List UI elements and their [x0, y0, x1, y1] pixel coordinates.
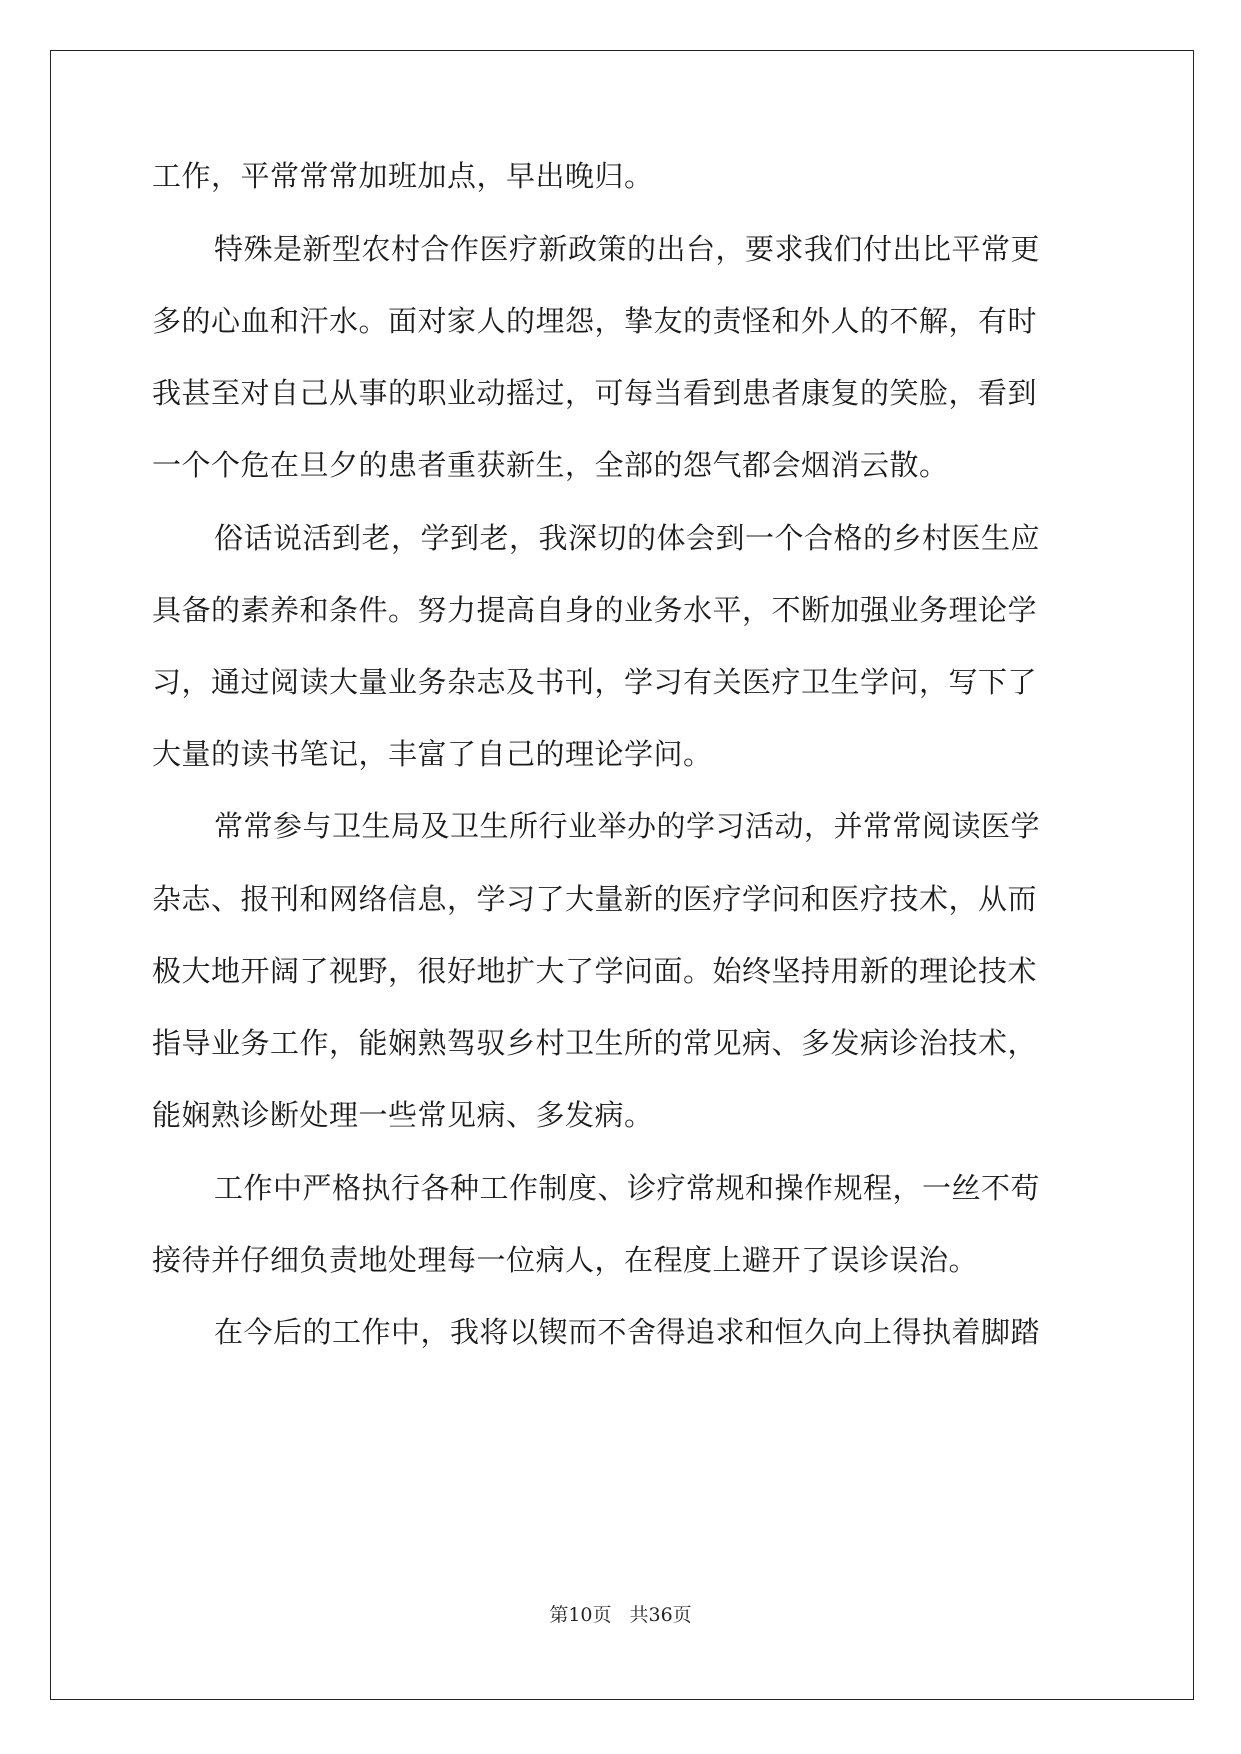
text-line: 能娴熟诊断处理一些常见病、多发病。: [152, 1098, 654, 1132]
page-border: [50, 50, 1194, 1700]
page-footer: [0, 1602, 1241, 1628]
text-line: 极大地开阔了视野，很好地扩大了学问面。始终坚持用新的理论技术: [152, 954, 1038, 988]
paragraph-start-line: 特殊是新型农村合作医疗新政策的出台，要求我们付出比平常更: [214, 232, 1041, 266]
text-line: 大量的读书笔记，丰富了自己的理论学问。: [152, 737, 713, 771]
text-line: 指导业务工作，能娴熟驾驭乡村卫生所的常见病、多发病诊治技术，: [152, 1026, 1038, 1060]
text-line: 一个个危在旦夕的患者重获新生，全部的怨气都会烟消云散。: [152, 448, 949, 482]
text-line: 习，通过阅读大量业务杂志及书刊，学习有关医疗卫生学问，写下了: [152, 665, 1038, 699]
page-number: 第10页: [549, 1604, 612, 1626]
text-line: 我甚至对自己从事的职业动摇过，可每当看到患者康复的笑脸，看到: [152, 376, 1038, 410]
text-line: 多的心血和汗水。面对家人的埋怨，挚友的责怪和外人的不解，有时: [152, 304, 1038, 338]
paragraph-start-line: 工作中严格执行各种工作制度、诊疗常规和操作规程，一丝不苟: [214, 1171, 1041, 1205]
text-line: 工作，平常常常加班加点，早出晚归。: [152, 159, 654, 193]
paragraph-start-line: 常常参与卫生局及卫生所行业举办的学习活动，并常常阅读医学: [214, 809, 1041, 843]
paragraph-start-line: 在今后的工作中，我将以锲而不舍得追求和恒久向上得执着脚踏: [214, 1315, 1041, 1349]
paragraph-start-line: 俗话说活到老，学到老，我深切的体会到一个合格的乡村医生应: [214, 521, 1041, 555]
text-line: 具备的素养和条件。努力提高自身的业务水平，不断加强业务理论学: [152, 593, 1038, 627]
page-total: 共36页: [629, 1604, 692, 1626]
text-line: 接待并仔细负责地处理每一位病人，在程度上避开了误诊误治。: [152, 1243, 979, 1277]
text-line: 杂志、报刊和网络信息，学习了大量新的医疗学问和医疗技术，从而: [152, 882, 1038, 916]
